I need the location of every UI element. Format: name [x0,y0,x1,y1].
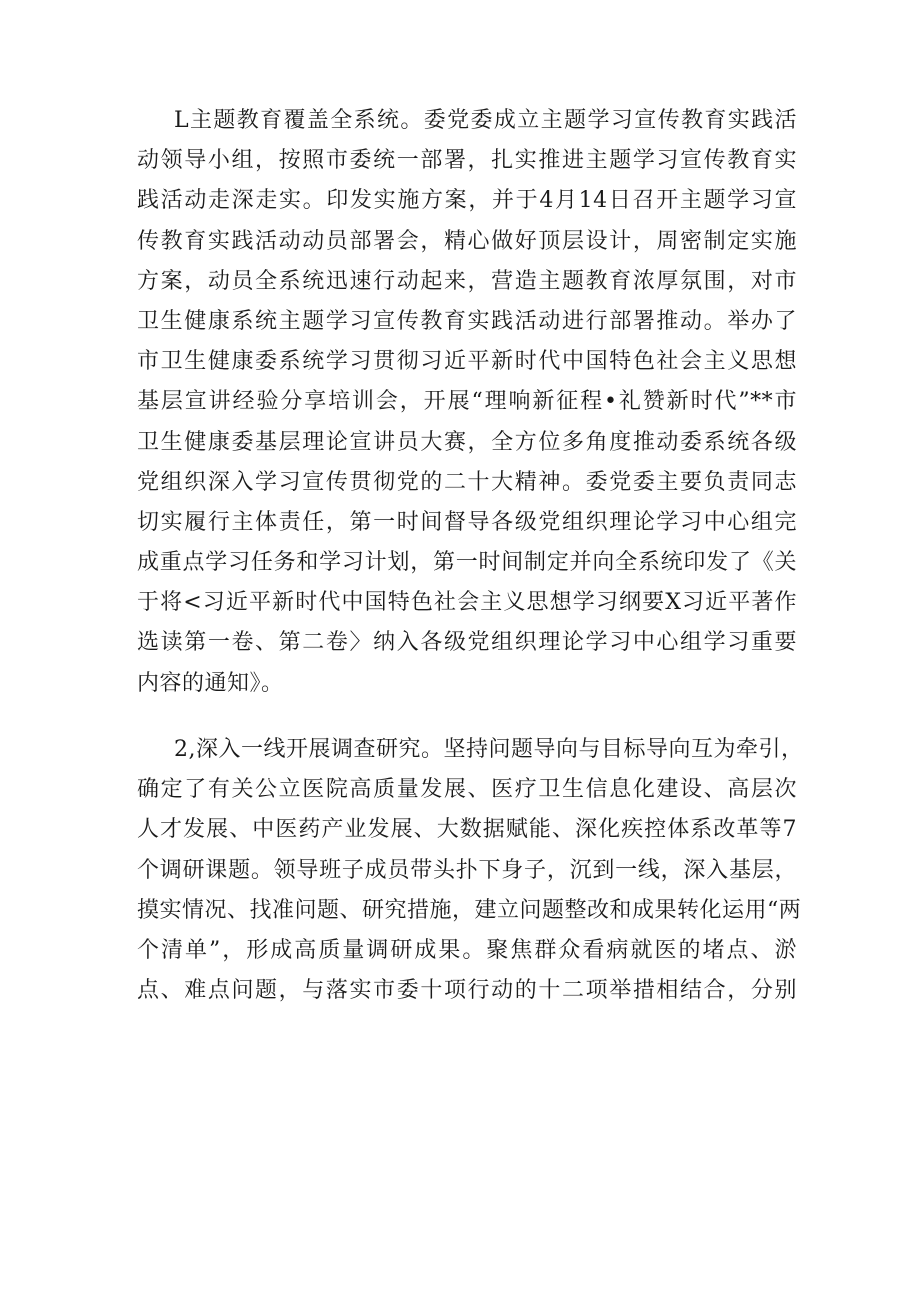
text-line: 成重点学习任务和学习计划，第一时间制定并向全系统印发了《关 [137,550,797,576]
text-line: 人才发展、中医药产业发展、大数据赋能、深化疾控体系改革等7 [137,817,797,843]
text-line: 卫生健康系统主题学习宣传教育实践活动进行部署推动。举办了 [137,308,797,334]
text-line: 践活动走深走实。印发实施方案，并于4月14日召开主题学习宣 [137,188,797,214]
text-line: 党组织深入学习宣传贯彻党的二十大精神。委党委主要负责同志 [137,469,797,495]
text-line: 点、难点问题，与落实市委十项行动的十二项举措相结合，分别 [137,978,797,1004]
text-line: L主题教育覆盖全系统。委党委成立主题学习宣传教育实践活 [174,108,797,133]
text-line: 切实履行主体责任，第一时间督导各级党组织理论学习中心组完 [137,509,797,535]
text-line: 摸实情况、找准问题、研究措施，建立问题整改和成果转化运用“两 [137,897,802,923]
text-line: 确定了有关公立医院高质量发展、医疗卫生信息化建设、高层次 [137,777,797,803]
paragraph-field-research [137,730,804,1011]
text-line: 选读第一卷、第二卷〉纳入各级党组织理论学习中心组学习重要 [137,630,797,656]
text-line: 基层宣讲经验分享培训会，开展“理响新征程•礼赞新时代”**市 [137,389,797,415]
paragraph-theme-education [137,101,797,704]
text-line: 传教育实践活动动员部署会，精心做好顶层设计，周密制定实施 [137,228,797,254]
text-line: 2,深入一线开展调查研究。坚持问题导向与目标导向互为牵引， [174,737,804,762]
text-line: 动领导小组，按照市委统一部署，扎实推进主题学习宣传教育实 [137,148,797,174]
text-line: 个调研课题。领导班子成员带头扑下身子，沉到一线，深入基层， [137,857,797,883]
text-line: 方案，动员全系统迅速行动起来，营造主题教育浓厚氛围，对市 [137,268,797,294]
text-line: 市卫生健康委系统学习贯彻习近平新时代中国特色社会主义思想 [137,349,797,375]
text-line: 个清单”，形成高质量调研成果。聚焦群众看病就医的堵点、淤 [137,937,797,963]
text-line: 于将<习近平新时代中国特色社会主义思想学习纲要X习近平著作 [137,590,797,616]
text-line: 内容的通知》。 [137,670,284,696]
text-line: 卫生健康委基层理论宣讲员大赛，全方位多角度推动委系统各级 [137,429,797,455]
